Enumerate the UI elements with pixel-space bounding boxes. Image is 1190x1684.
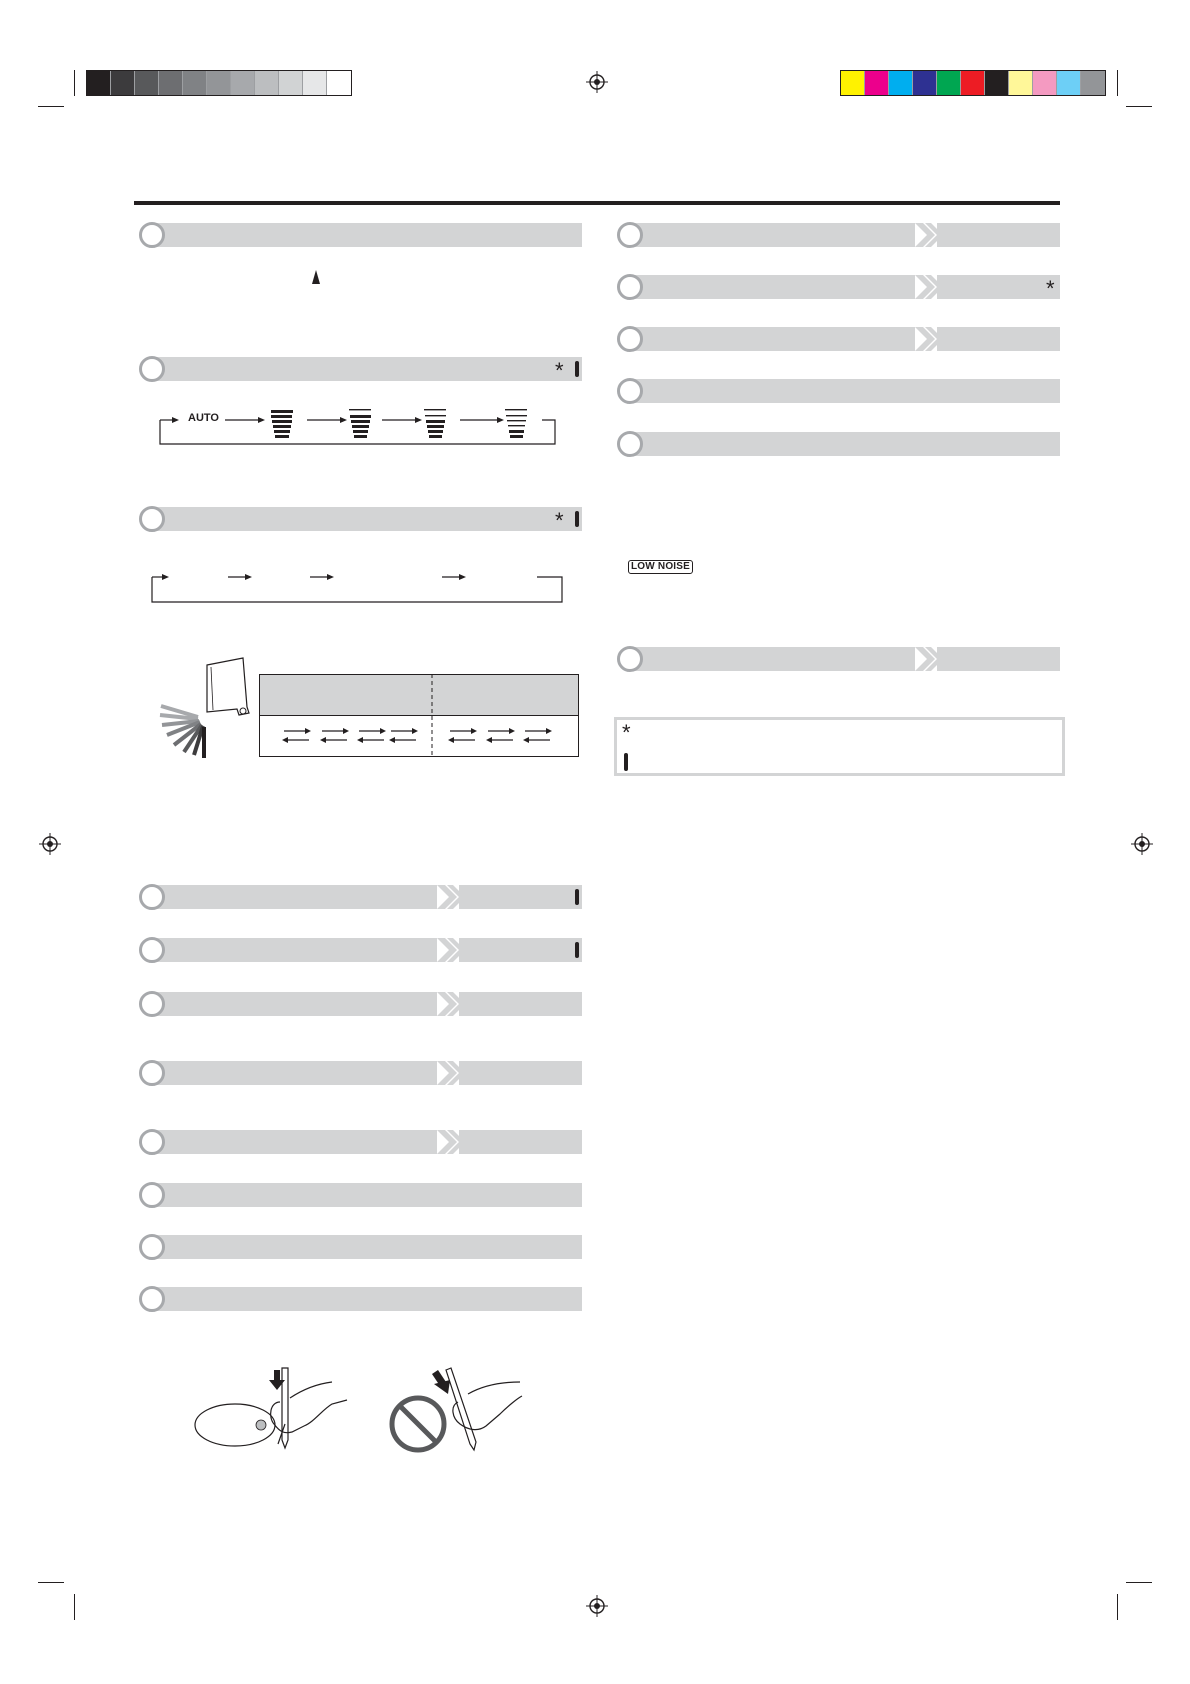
marker-pill — [575, 361, 579, 377]
crop-mark — [74, 70, 75, 96]
chevron-arrows-icon — [915, 327, 1060, 351]
section-circle — [139, 937, 165, 963]
fan-speed-level-icon — [505, 409, 527, 438]
section-circle — [139, 991, 165, 1017]
crop-mark — [1117, 1594, 1118, 1620]
header-rule — [134, 201, 1060, 205]
left-section-bar — [152, 1183, 582, 1207]
chevron-arrows-icon — [437, 1130, 582, 1154]
color-swatch — [159, 71, 183, 95]
color-swatch — [985, 71, 1009, 95]
fan-speed-auto-label: AUTO — [188, 412, 219, 424]
section-circle — [139, 1286, 165, 1312]
section-circle — [617, 378, 643, 404]
registration-mark-icon — [586, 71, 608, 93]
color-swatch — [865, 71, 889, 95]
marker-pill — [575, 511, 579, 527]
color-swatch — [1009, 71, 1033, 95]
section-circle — [617, 326, 643, 352]
crop-mark — [74, 1594, 75, 1620]
section-circle — [139, 1182, 165, 1208]
color-swatch — [255, 71, 279, 95]
chevron-arrows-icon — [915, 647, 1060, 671]
chevron-arrows-icon — [915, 223, 1060, 247]
registration-mark-icon — [586, 1595, 608, 1617]
fan-speed-level-icon — [349, 409, 371, 438]
color-swatch — [889, 71, 913, 95]
louver-swing-diagram — [155, 655, 253, 760]
asterisk-mark: * — [1046, 276, 1055, 301]
chevron-arrows-icon — [437, 885, 582, 909]
color-swatch — [1081, 71, 1105, 95]
section-circle — [617, 274, 643, 300]
color-swatch — [1057, 71, 1081, 95]
crop-mark — [38, 1582, 64, 1583]
right-section-bar — [630, 327, 1060, 351]
color-swatch — [327, 71, 351, 95]
left-section-bar — [152, 223, 582, 247]
color-swatch — [961, 71, 985, 95]
chevron-arrows-icon — [437, 938, 582, 962]
color-swatch — [937, 71, 961, 95]
color-swatch — [279, 71, 303, 95]
pointer-triangle-icon — [312, 270, 320, 284]
section-circle — [617, 646, 643, 672]
chevron-arrows-icon — [915, 275, 1060, 299]
left-section-bar — [152, 1061, 582, 1085]
color-swatch — [183, 71, 207, 95]
louver-icon — [160, 706, 204, 758]
crop-mark — [1126, 106, 1152, 107]
note-marker-pill — [624, 753, 628, 771]
color-swatch — [841, 71, 865, 95]
section-circle — [139, 356, 165, 382]
section-circle — [139, 1060, 165, 1086]
chevron-arrows-icon — [437, 992, 582, 1016]
registration-mark-icon — [39, 833, 61, 855]
asterisk-mark: * — [555, 358, 564, 383]
registration-mark-icon — [1131, 833, 1153, 855]
crop-mark — [1117, 70, 1118, 96]
left-section-bar — [152, 938, 582, 962]
color-swatch — [303, 71, 327, 95]
note-asterisk: * — [622, 720, 631, 745]
correct-pen-press-illustration — [192, 1362, 362, 1452]
fan-speed-cycle-diagram — [150, 400, 570, 450]
right-section-bar — [630, 647, 1060, 671]
right-section-bar — [630, 275, 1060, 299]
left-section-bar — [152, 1287, 582, 1311]
section-circle — [139, 884, 165, 910]
color-swatch — [111, 71, 135, 95]
incorrect-pen-press-illustration — [388, 1362, 528, 1458]
fan-speed-level-icon — [271, 410, 293, 438]
section-circle — [139, 1129, 165, 1155]
section-circle — [617, 222, 643, 248]
section-circle — [139, 506, 165, 532]
left-section-bar — [152, 1130, 582, 1154]
fan-speed-section-bar — [152, 357, 582, 381]
fan-speed-level-icon — [424, 409, 446, 438]
air-direction-section-bar — [152, 507, 582, 531]
process-color-bar — [840, 70, 1106, 96]
right-section-bar — [630, 223, 1060, 247]
section-circle — [139, 222, 165, 248]
swing-mode-table — [259, 674, 579, 758]
crop-mark — [38, 106, 64, 107]
left-section-bar — [152, 1235, 582, 1259]
left-section-bar — [152, 992, 582, 1016]
color-swatch — [135, 71, 159, 95]
marker-pill — [575, 889, 579, 905]
asterisk-mark: * — [555, 508, 564, 533]
chevron-arrows-icon — [437, 1061, 582, 1085]
right-section-bar — [630, 379, 1060, 403]
prohibited-icon — [392, 1398, 444, 1450]
marker-pill — [575, 942, 579, 958]
low-noise-badge: LOW NOISE — [628, 560, 693, 574]
left-section-bar — [152, 885, 582, 909]
color-swatch — [231, 71, 255, 95]
pen-press-icon — [446, 1368, 522, 1450]
grey-scale-bar — [86, 70, 352, 96]
color-swatch — [913, 71, 937, 95]
crop-mark — [1126, 1582, 1152, 1583]
section-circle — [617, 431, 643, 457]
color-swatch — [207, 71, 231, 95]
color-swatch — [87, 71, 111, 95]
section-circle — [139, 1234, 165, 1260]
air-direction-cycle-diagram — [145, 565, 570, 605]
color-swatch — [1033, 71, 1057, 95]
right-section-bar — [630, 432, 1060, 456]
note-box — [614, 717, 1065, 776]
